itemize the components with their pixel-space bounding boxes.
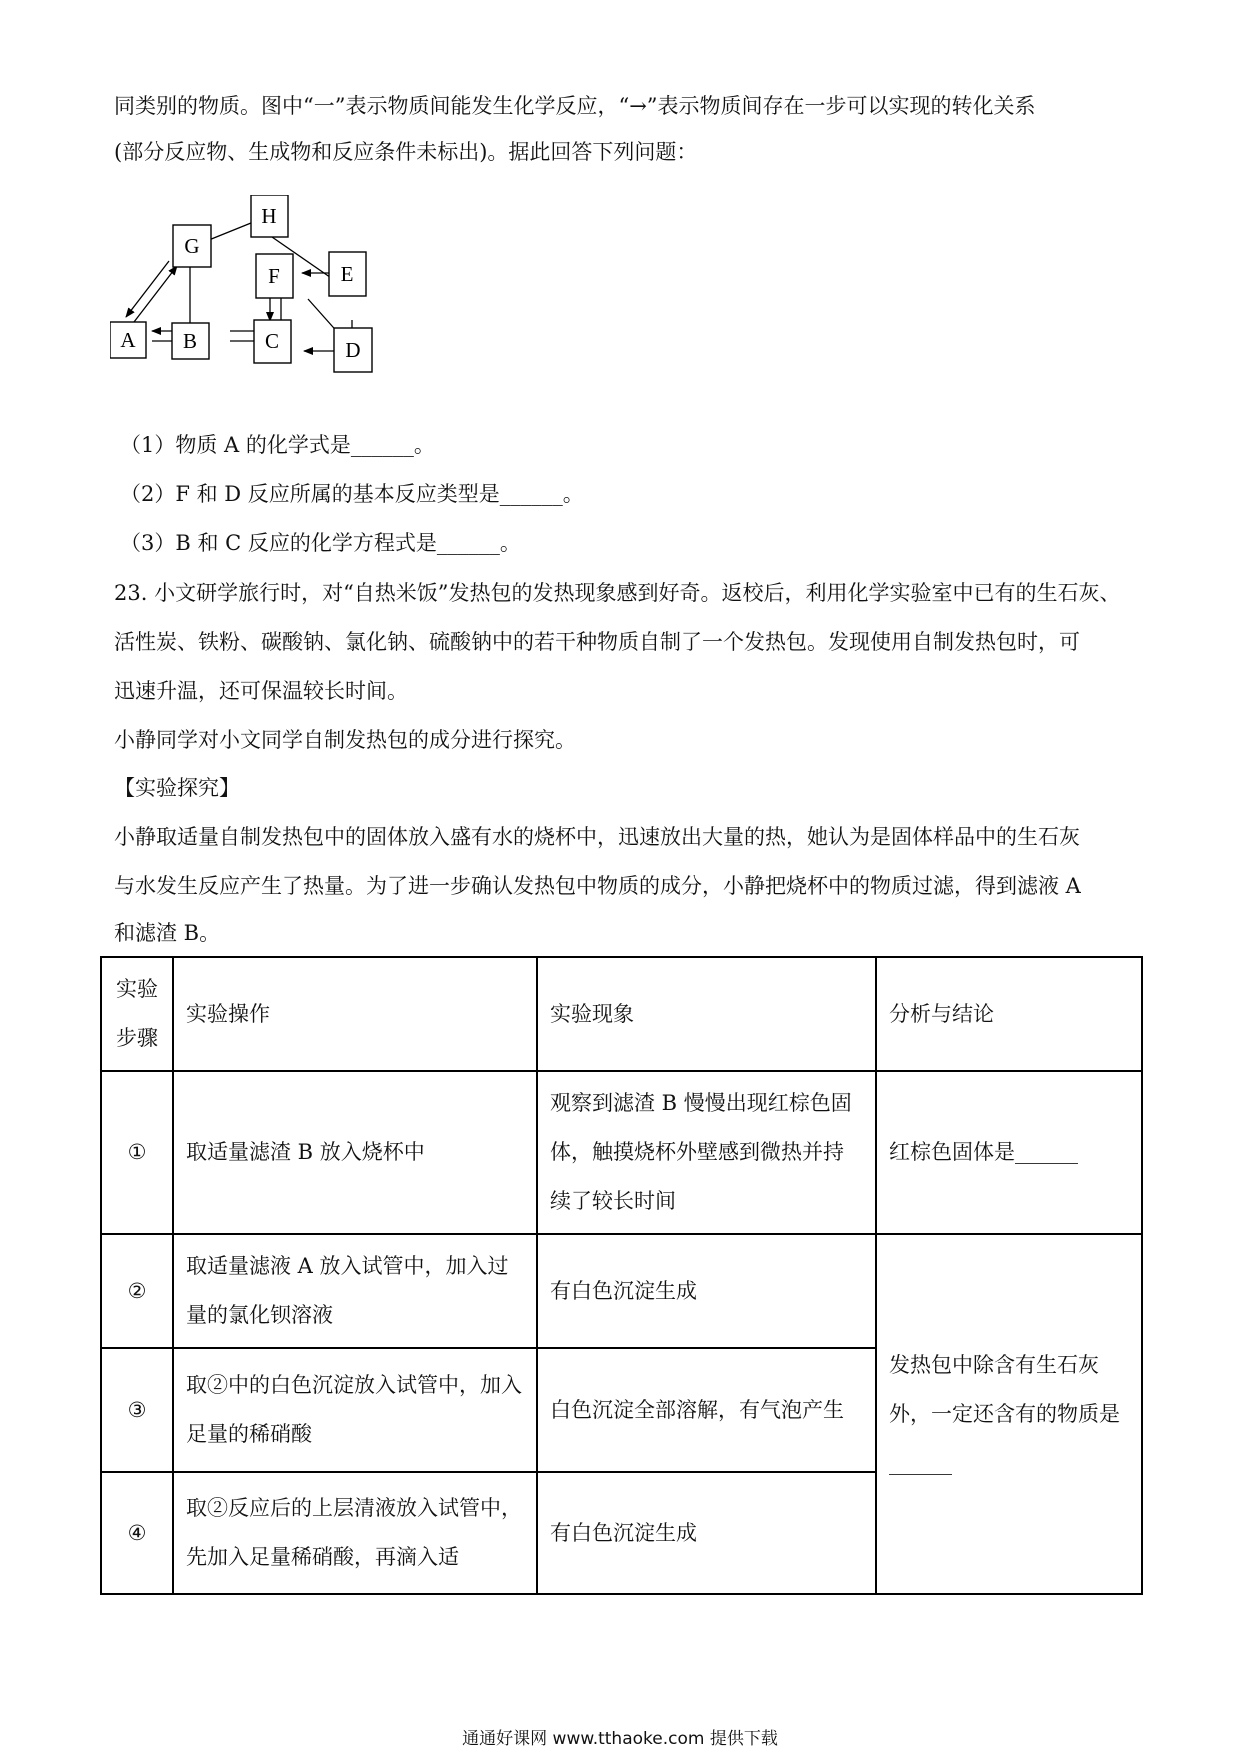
q23-para-3: 和滤渣 B。 [114,921,221,945]
q23-para-1: 小静取适量自制发热包中的固体放入盛有水的烧杯中，迅速放出大量的热，她认为是固体样品中的生石灰 [114,825,1080,849]
operation-cell: 取适量滤液 A 放入试管中，加入过量的氯化钡溶液 [173,1234,537,1348]
step-cell: ④ [101,1472,173,1594]
node-G-label: G [184,234,200,258]
question-2: （2）F 和 D 反应所属的基本反应类型是______。 [120,482,584,506]
node-B-label: B [182,329,198,353]
table-row [101,1234,1142,1348]
step-cell: ② [101,1234,173,1348]
intro-line-2: (部分反应物、生成物和反应条件未标出)。据此回答下列问题： [114,140,698,164]
phenomenon-cell: 有白色沉淀生成 [537,1472,876,1594]
step-cell: ③ [101,1348,173,1472]
header-phenomenon: 实验现象 [537,957,876,1071]
q23-line-2: 活性炭、铁粉、碳酸钠、氯化钠、硫酸钠中的若干种物质自制了一个发热包。发现使用自制发热包时，可 [114,630,1080,654]
node-D-label: D [345,338,361,362]
intro-line-1: 同类别的物质。图中“一”表示物质间能发生化学反应，“→”表示物质间存在一步可以实现的转化关系 [114,94,1036,118]
arrow-A-G [134,266,177,322]
header-step: 实验 步骤 [101,957,173,1071]
header-operation: 实验操作 [173,957,537,1071]
q23-para-2: 与水发生反应产生了热量。为了进一步确认发热包中物质的成分，小静把烧杯中的物质过滤，得到滤液 A [114,874,1081,898]
question-1: （1）物质 A 的化学式是______。 [120,433,435,457]
header-conclusion: 分析与结论 [876,957,1142,1071]
phenomenon-cell: 观察到滤渣 B 慢慢出现红棕色固体，触摸烧杯外壁感到微热并持续了较长时间 [537,1071,876,1234]
node-H-label: H [261,204,277,228]
q23-line-4: 小静同学对小文同学自制发热包的成分进行探究。 [114,728,576,752]
table-header-row [101,957,1142,1071]
experiment-table [100,956,1143,1595]
arrow-G-A [126,261,169,317]
page-footer: 通通好课网 www.tthaoke.com 提供下载 [462,1729,778,1749]
step-cell: ① [101,1071,173,1234]
node-E-label: E [340,262,354,286]
q23-line-1: 23. 小文研学旅行时，对“自热米饭”发热包的发热现象感到好奇。返校后，利用化学实验室中已有的生石灰、 [114,581,1121,605]
table-row [101,1071,1142,1234]
node-A-label: A [120,328,136,352]
conclusion-cell: 红棕色固体是______ [876,1071,1142,1234]
q23-line-3: 迅速升温，还可保温较长时间。 [114,679,408,703]
node-C-label: C [264,329,280,353]
reaction-diagram [110,195,430,415]
operation-cell: 取适量滤渣 B 放入烧杯中 [173,1071,537,1234]
question-3: （3）B 和 C 反应的化学方程式是______。 [120,531,521,555]
operation-cell: 取②反应后的上层清液放入试管中，先加入足量稀硝酸，再滴入适 [173,1472,537,1594]
section-heading: 【实验探究】 [114,776,240,800]
merged-conclusion-cell: 发热包中除含有生石灰外，一定还含有的物质是______ [876,1234,1142,1594]
node-F-label: F [268,264,280,288]
phenomenon-cell: 白色沉淀全部溶解，有气泡产生 [537,1348,876,1472]
phenomenon-cell: 有白色沉淀生成 [537,1234,876,1348]
operation-cell: 取②中的白色沉淀放入试管中，加入足量的稀硝酸 [173,1348,537,1472]
